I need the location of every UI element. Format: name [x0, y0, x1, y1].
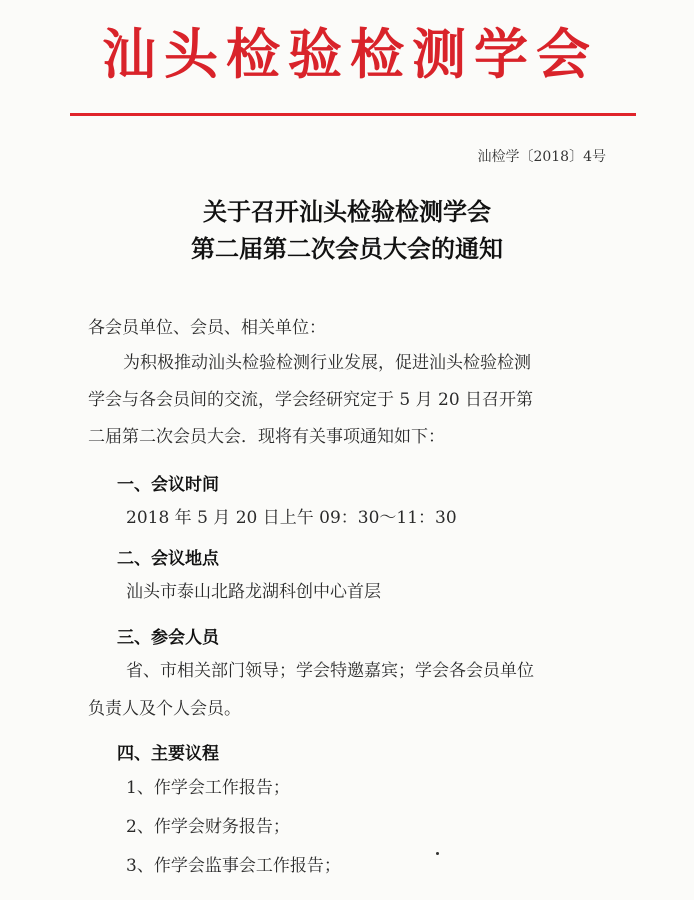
- meeting-place-text: 汕头市泰山北路龙湖科创中心首层: [126, 582, 381, 602]
- attendees-line-1: 省、市相关部门领导；学会特邀嘉宾；学会各会员单位: [126, 661, 534, 681]
- section-heading-place: 二、会议地点: [117, 549, 219, 569]
- meeting-time-text: 2018 年 5 月 20 日上午 09：30～11：30: [126, 508, 457, 528]
- salutation: 各会员单位、会员、相关单位：: [88, 318, 326, 338]
- section-heading-attendees: 三、参会人员: [117, 628, 219, 648]
- letterhead-red-rule: [70, 113, 636, 116]
- agenda-item-2: 2、作学会财务报告；: [126, 817, 290, 837]
- intro-line-3: 二届第二次会员大会．现将有关事项通知如下：: [88, 427, 445, 447]
- document-number: 汕检学〔2018〕4号: [477, 149, 606, 165]
- section-heading-time: 一、会议时间: [117, 475, 219, 495]
- organization-letterhead: 汕头检验检测学会: [102, 22, 598, 86]
- agenda-item-3: 3、作学会监事会工作报告；: [126, 856, 341, 876]
- section-heading-agenda: 四、主要议程: [117, 744, 219, 764]
- intro-line-2: 学会与各会员间的交流，学会经研究定于 5 月 20 日召开第: [88, 390, 534, 410]
- attendees-line-2: 负责人及个人会员。: [88, 699, 241, 719]
- notice-title-line-1: 关于召开汕头检验检测学会: [203, 198, 491, 226]
- scan-speck: [436, 852, 439, 855]
- intro-line-1: 为积极推动汕头检验检测行业发展，促进汕头检验检测: [123, 353, 531, 373]
- notice-title-line-2: 第二届第二次会员大会的通知: [191, 235, 503, 263]
- agenda-item-1: 1、作学会工作报告；: [126, 778, 290, 798]
